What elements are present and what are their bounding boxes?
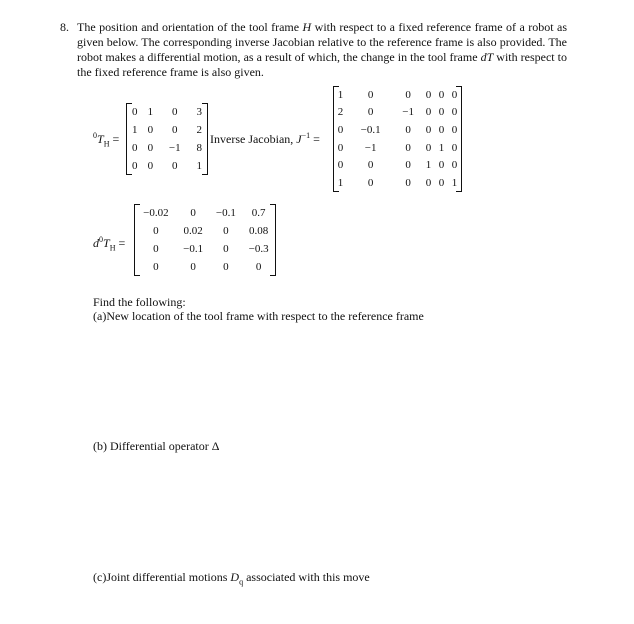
matrix-cell: 0: [438, 159, 445, 172]
matrix-cell: −0.1: [183, 243, 204, 255]
matrix-cell: −1: [168, 142, 181, 154]
matrix-cell: 0: [425, 106, 432, 119]
matrix-cell: 0: [425, 88, 432, 101]
matrix-row: [127, 103, 207, 121]
matrix-cell: 0: [438, 106, 445, 119]
matrix-cell: 0: [367, 159, 374, 172]
matrix-cell: 0: [132, 106, 138, 118]
matrix-cell: 0: [405, 159, 411, 172]
matrix-cell: 0: [451, 159, 458, 172]
matrix-cell: 0: [425, 124, 432, 137]
matrix-cell: 0: [223, 261, 229, 273]
matrix-cell: 8: [196, 142, 202, 154]
matrix-cell: −0.02: [143, 207, 169, 219]
matrix-cell: 2: [337, 106, 344, 119]
matrix-cell: −0.3: [248, 243, 269, 255]
matrix-row: [127, 121, 207, 139]
matrix-cell: 0: [153, 261, 159, 273]
question-a: (a)New location of the tool frame with respect to the reference frame: [93, 309, 424, 323]
matrix-cell: 0: [153, 225, 159, 237]
matrix-cell: 0: [405, 88, 411, 101]
matrix-cell: 0: [172, 106, 178, 118]
matrix-row: [135, 204, 275, 222]
matrix-cell: 1: [337, 177, 344, 190]
matrix-cell: −1: [364, 141, 377, 154]
matrix-cell: 0: [451, 106, 458, 119]
matrix-cell: 1: [147, 106, 154, 118]
matrix-cell: 0: [451, 124, 458, 137]
matrix-row: [334, 104, 461, 122]
matrix-cell: 1: [425, 159, 432, 172]
matrix-cell: −0.1: [215, 207, 236, 219]
matrix-cell: 0: [405, 124, 411, 137]
matrix-cell: 0: [367, 88, 374, 101]
problem-intro: The position and orientation of the tool frame H with respect to a fixed reference frame of a robot as given below. The corresponding inverse Jacobian relative to the reference frame is also provided. The robot makes a differential motion, as a result of which, the change in the tool frame dT with respect to the fixed reference frame is also given.: [77, 20, 568, 79]
matrix-cell: 0: [367, 177, 374, 190]
question-b: (b) Differential operator Δ: [93, 439, 220, 453]
matrix-cell: 0: [337, 124, 344, 137]
matrix-cell: 0: [190, 207, 196, 219]
matrix-cell: 0: [337, 159, 344, 172]
matrix-cell: 0: [147, 142, 154, 154]
matrix-cell: 0: [255, 261, 262, 273]
matrix-row: [334, 121, 461, 139]
t-matrix-label: $^0T_H$ =: [93, 131, 120, 149]
question-c: (c)Joint differential motions $D_q$ associated with this move: [93, 570, 370, 587]
matrix-cell: 0: [147, 160, 154, 172]
dt-matrix-table: [135, 204, 275, 276]
matrix-cell: 0: [451, 88, 458, 101]
matrix-cell: 1: [337, 88, 344, 101]
matrix-cell: 0: [132, 142, 138, 154]
dt-matrix: [134, 204, 276, 276]
matrix-cell: 0: [223, 243, 229, 255]
matrix-cell: 0: [367, 106, 374, 119]
matrix-cell: 0: [425, 177, 432, 190]
matrix-row: [135, 258, 275, 276]
jinv-matrix-table: [334, 86, 461, 192]
matrix-row: [127, 157, 207, 175]
t-matrix: [126, 103, 208, 175]
matrix-cell: 0: [451, 141, 458, 154]
matrix-cell: 0.08: [248, 225, 269, 237]
matrix-cell: 0: [425, 141, 432, 154]
t-matrix-table: [127, 103, 207, 175]
matrix-cell: 0: [337, 141, 344, 154]
matrix-cell: 0: [172, 124, 178, 136]
matrix-row: [127, 139, 207, 157]
matrix-cell: 0: [172, 160, 178, 172]
matrix-cell: 0: [132, 160, 138, 172]
jinv-label: Inverse Jacobian, $J^{-1}$ =: [210, 131, 320, 146]
matrix-cell: −0.1: [360, 124, 381, 137]
find-heading: Find the following:: [93, 295, 186, 309]
matrix-cell: 0: [153, 243, 159, 255]
matrix-cell: 1: [438, 141, 445, 154]
matrix-cell: 1: [132, 124, 138, 136]
matrix-cell: 0: [438, 88, 445, 101]
matrix-cell: 0: [438, 177, 445, 190]
matrix-cell: −1: [402, 106, 414, 119]
matrix-row: [334, 86, 461, 104]
matrix-row: [334, 157, 461, 175]
matrix-cell: 0: [190, 261, 196, 273]
matrix-cell: 2: [196, 124, 202, 136]
matrix-cell: 1: [196, 160, 202, 172]
matrix-row: [135, 222, 275, 240]
problem-statement: [60, 20, 568, 80]
dt-matrix-label: $d^0T_H$ =: [93, 235, 126, 253]
matrix-row: [334, 139, 461, 157]
matrix-cell: 1: [451, 177, 458, 190]
matrix-cell: 3: [196, 106, 202, 118]
matrix-cell: 0: [147, 124, 154, 136]
matrix-cell: 0: [223, 225, 229, 237]
matrix-cell: 0.7: [251, 207, 266, 219]
matrix-row: [334, 174, 461, 192]
matrix-cell: 0: [405, 141, 411, 154]
jinv-matrix: [333, 86, 462, 192]
matrix-cell: 0: [405, 177, 411, 190]
matrix-cell: 0.02: [183, 225, 203, 237]
matrix-row: [135, 240, 275, 258]
problem-number: 8.: [60, 20, 69, 34]
matrix-cell: 0: [438, 124, 445, 137]
